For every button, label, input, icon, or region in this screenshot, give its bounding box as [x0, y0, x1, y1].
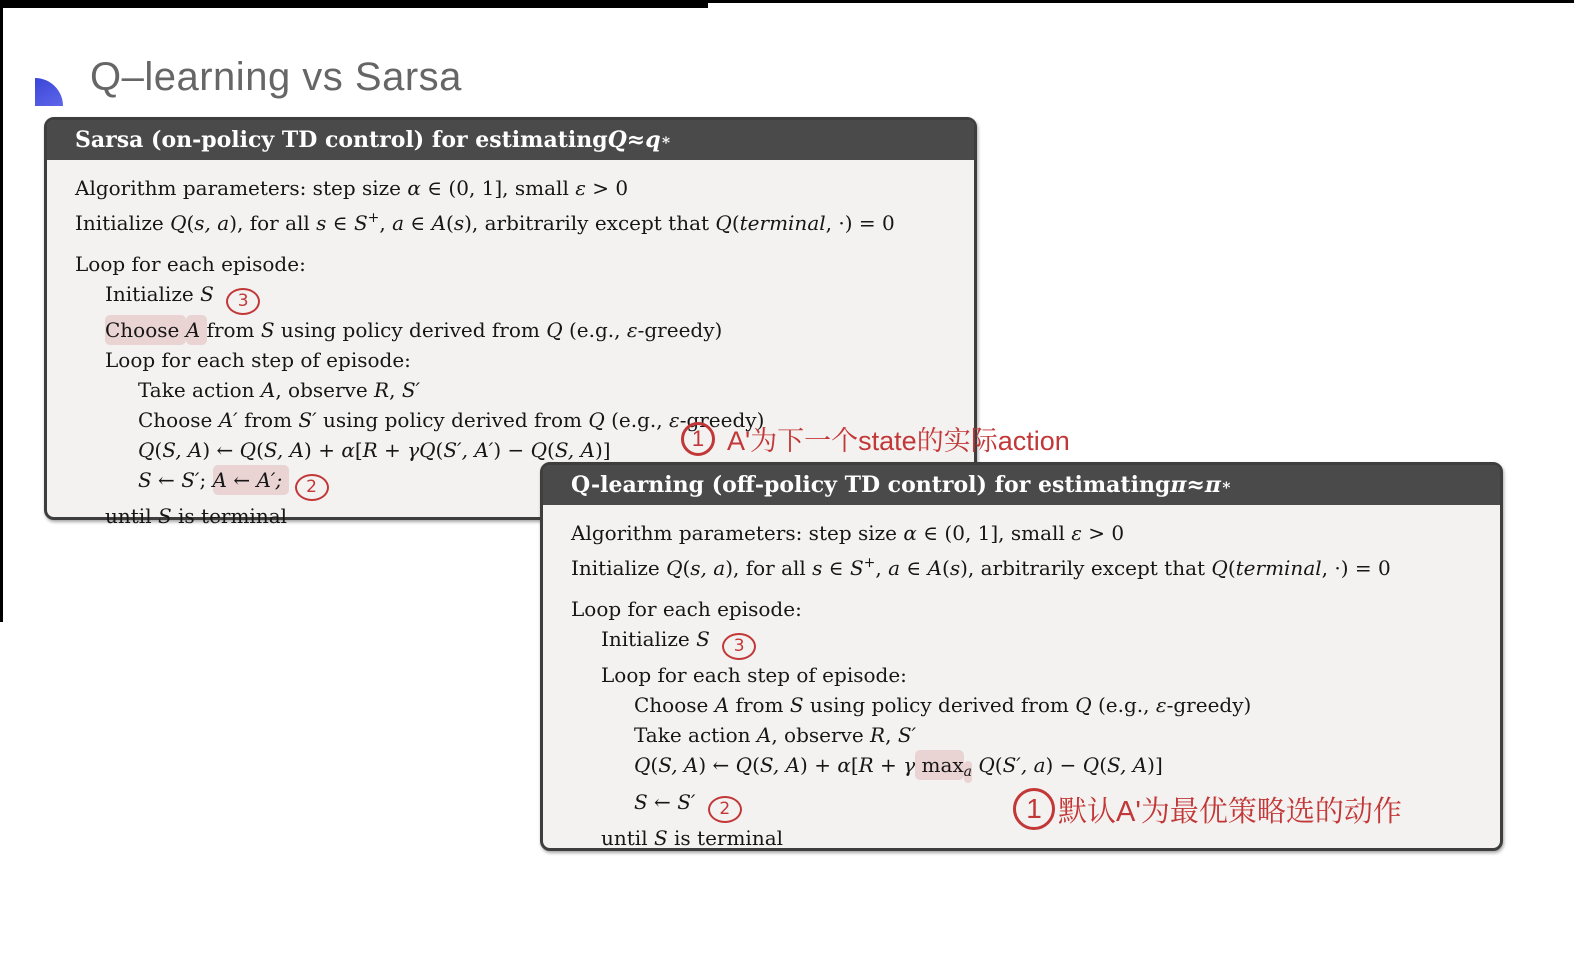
text-segment: s [453, 211, 465, 235]
text-segment: S′ [181, 468, 200, 492]
accent-quarter-circle [35, 78, 63, 106]
text-segment: ( [446, 211, 454, 235]
algorithm-line [75, 249, 960, 279]
text-segment: , [379, 211, 393, 235]
text-segment: A [431, 211, 447, 235]
text-segment: until [601, 826, 654, 850]
text-segment: ( [731, 211, 740, 235]
text-segment: Q [546, 318, 563, 342]
text-segment: , ·) = 0 [1321, 556, 1391, 580]
text-segment: , ·) = 0 [825, 211, 895, 235]
text-segment: R [374, 378, 390, 402]
text-segment: A [927, 556, 943, 580]
text-segment: S, A [759, 753, 801, 777]
text-segment: ≈ [626, 127, 646, 153]
annotation-qlearning-action [1013, 788, 1402, 830]
text-segment: Q [735, 753, 753, 777]
text-segment: , observe [275, 378, 375, 402]
text-segment: S, A [263, 438, 305, 462]
algorithm-line [75, 203, 960, 238]
algorithm-line [571, 750, 1486, 787]
circled-number: 3 [722, 633, 756, 660]
text-segment: Q [715, 211, 732, 235]
text-segment: Q-learning (off-policy TD control) for estimating [571, 472, 1171, 498]
text-segment: ( [752, 753, 760, 777]
text-segment: q [645, 127, 661, 153]
text-segment: A [260, 378, 276, 402]
text-segment: ), arbitrarily except that [464, 211, 716, 235]
text-segment: ∈ [404, 211, 432, 235]
text-segment: )] [1147, 753, 1163, 777]
text-segment: π [1204, 472, 1221, 498]
text-segment: -greedy) [1166, 693, 1252, 717]
text-segment: Loop for each episode: [571, 597, 802, 621]
text-segment: Algorithm parameters: step size [75, 176, 408, 200]
text-segment: + [873, 753, 904, 777]
circled-number: 2 [708, 796, 742, 823]
text-segment: a [888, 556, 901, 580]
text-segment [214, 282, 220, 306]
text-segment: Q [1082, 753, 1100, 777]
annotation-text: 默认A'为最优策略选的动作 [1058, 795, 1402, 828]
text-segment: ( [1099, 753, 1107, 777]
text-segment: S, A [658, 753, 699, 777]
text-segment: ( [682, 556, 691, 580]
text-segment: Choose [138, 408, 219, 432]
text-segment: ) ← [202, 438, 240, 462]
text-segment: ε [575, 176, 586, 200]
text-segment: max [915, 750, 964, 780]
text-segment: γQ [407, 438, 436, 462]
circled-number: 1 [1013, 788, 1055, 830]
text-segment: [ [850, 753, 859, 777]
algorithm-line [571, 594, 1486, 624]
text-segment: S, A [162, 438, 203, 462]
circled-number: 1 [681, 422, 715, 456]
text-segment: + [367, 210, 380, 226]
text-segment: ; [199, 468, 213, 492]
text-segment: ∈ (0, 1], small [420, 176, 576, 200]
text-segment: ( [547, 438, 555, 462]
text-segment: R [362, 438, 378, 462]
annotation-sarsa-action [681, 419, 1070, 458]
text-segment: ∈ [900, 556, 928, 580]
text-segment: Algorithm parameters: step size [571, 521, 904, 545]
text-segment: [ [354, 438, 363, 462]
text-segment: Initialize [571, 556, 667, 580]
text-segment: ), for all [229, 211, 317, 235]
algorithm-line [571, 518, 1486, 548]
text-segment: S [653, 826, 668, 850]
text-segment: ( [650, 753, 659, 777]
qlearning-box-title [543, 465, 1500, 505]
text-segment: ), for all [725, 556, 813, 580]
text-segment: Initialize [75, 211, 171, 235]
frame-border-top-left [0, 0, 708, 8]
text-segment: ε [668, 408, 680, 432]
text-segment: (e.g., [604, 408, 669, 432]
text-segment: Q [170, 211, 187, 235]
text-segment: using policy derived from [274, 318, 547, 342]
text-segment: A [186, 315, 207, 345]
text-segment: -greedy) [637, 318, 723, 342]
algorithm-line [75, 173, 960, 203]
sarsa-box-title [47, 120, 974, 160]
text-segment: S, A [1107, 753, 1148, 777]
text-segment: ( [942, 556, 950, 580]
text-segment: s [316, 211, 327, 235]
text-segment: A′ [218, 408, 238, 432]
text-segment: , [875, 556, 889, 580]
algorithm-line [571, 690, 1486, 720]
text-segment: ε [626, 318, 638, 342]
text-segment: Q [978, 753, 995, 777]
text-segment: Q [588, 408, 605, 432]
text-segment: ≈ [1186, 472, 1205, 498]
algorithm-line [75, 375, 960, 405]
text-segment: from [729, 693, 790, 717]
text-segment: S′ [401, 378, 421, 402]
algorithm-line [571, 660, 1486, 690]
algorithm-line [75, 315, 960, 345]
text-segment: ( [994, 753, 1003, 777]
text-segment: S [200, 282, 214, 306]
text-segment: Q [1211, 556, 1228, 580]
text-segment: S [353, 211, 368, 235]
text-segment: α [903, 521, 917, 545]
text-segment: ε [1071, 521, 1082, 545]
text-segment: Sarsa (on-policy TD control) for estimating [75, 127, 608, 153]
text-segment: ∗ [660, 131, 672, 149]
text-segment: α [341, 438, 355, 462]
text-segment: ( [256, 438, 264, 462]
algorithm-line [571, 548, 1486, 583]
text-segment: -greedy) [679, 408, 765, 432]
text-segment: ( [186, 211, 195, 235]
text-segment: ) + [304, 438, 342, 462]
text-segment: Initialize [105, 282, 201, 306]
text-segment: ∈ [822, 556, 850, 580]
text-segment: s, a [690, 556, 726, 580]
text-segment: Q [138, 438, 155, 462]
text-segment: S [789, 693, 804, 717]
text-segment: S′, A′ [443, 438, 494, 462]
text-segment: S [696, 627, 710, 651]
text-segment: R [858, 753, 874, 777]
text-segment: Q [530, 438, 547, 462]
text-segment: (e.g., [562, 318, 627, 342]
text-segment: , [389, 378, 402, 402]
text-segment: s [812, 556, 823, 580]
algorithm-line [75, 345, 960, 375]
text-segment: (e.g., [1091, 693, 1156, 717]
text-segment: terminal [739, 211, 826, 235]
text-segment: ← [647, 790, 678, 814]
text-segment: ∗ [1220, 476, 1232, 494]
text-segment: α [837, 753, 851, 777]
text-segment: ∈ (0, 1], small [916, 521, 1072, 545]
text-segment: ), arbitrarily except that [960, 556, 1212, 580]
text-segment: Loop for each episode: [75, 252, 306, 276]
text-segment: s, a [194, 211, 230, 235]
frame-border-left [0, 0, 3, 622]
text-segment: S, A [554, 438, 595, 462]
text-segment: Q [666, 556, 683, 580]
text-segment: A [714, 693, 730, 717]
text-segment: + [863, 555, 876, 571]
text-segment: γ [903, 753, 916, 777]
text-segment: terminal [1235, 556, 1322, 580]
text-segment: S [634, 790, 648, 814]
text-segment: is terminal [667, 826, 784, 850]
text-segment: )] [594, 438, 611, 462]
algorithm-line [571, 624, 1486, 660]
text-segment: Q [607, 127, 627, 153]
text-segment: Choose [105, 315, 186, 345]
text-segment: , [885, 723, 898, 747]
text-segment: S [157, 504, 172, 528]
page-title: Q–learning vs Sarsa [90, 55, 462, 99]
text-segment: Initialize [601, 627, 697, 651]
text-segment [710, 627, 716, 651]
text-segment: S [260, 318, 275, 342]
text-segment: > 0 [1081, 521, 1125, 545]
text-segment: R [870, 723, 886, 747]
text-segment: is terminal [171, 504, 288, 528]
text-segment: A ← A′; [213, 465, 289, 495]
text-segment: a [392, 211, 405, 235]
text-segment: + [377, 438, 408, 462]
text-segment: Take action [138, 378, 261, 402]
text-segment: A [756, 723, 772, 747]
text-segment: S′ [298, 408, 317, 432]
algorithm-line [571, 720, 1486, 750]
text-segment: Q [239, 438, 257, 462]
text-segment: a [964, 761, 972, 783]
text-segment: ( [154, 438, 163, 462]
text-segment: ) − [1045, 753, 1083, 777]
text-segment: using policy derived from [316, 408, 589, 432]
text-segment: Q [634, 753, 651, 777]
text-segment: ∈ [326, 211, 354, 235]
text-segment: using policy derived from [803, 693, 1076, 717]
text-segment: ) − [493, 438, 531, 462]
text-segment: π [1170, 472, 1187, 498]
text-segment: from [206, 318, 261, 342]
text-segment: Take action [634, 723, 757, 747]
circled-number: 2 [295, 474, 329, 501]
circled-number: 3 [226, 288, 260, 315]
text-segment: S [849, 556, 864, 580]
text-segment: Loop for each step of episode: [601, 663, 907, 687]
text-segment: α [407, 176, 421, 200]
text-segment: until [105, 504, 158, 528]
text-segment: > 0 [585, 176, 629, 200]
text-segment: S′ [677, 790, 696, 814]
text-segment: S′ [897, 723, 917, 747]
annotation-text: A'为下一个state的实际action [727, 426, 1070, 456]
text-segment: S [138, 468, 152, 492]
text-segment: ε [1155, 693, 1167, 717]
text-segment: ( [1227, 556, 1236, 580]
algorithm-line [75, 279, 960, 315]
text-segment: s [949, 556, 961, 580]
text-segment [695, 790, 701, 814]
text-segment: Loop for each step of episode: [105, 348, 411, 372]
sarsa-algorithm-box [44, 117, 977, 528]
text-segment: , observe [771, 723, 871, 747]
text-segment: S′, a [1002, 753, 1046, 777]
text-segment: ) ← [698, 753, 736, 777]
text-segment: ) + [800, 753, 838, 777]
text-segment: from [237, 408, 299, 432]
text-segment: Q [1075, 693, 1092, 717]
text-segment: Choose [634, 693, 715, 717]
text-segment: ← [151, 468, 182, 492]
text-segment: ( [435, 438, 444, 462]
